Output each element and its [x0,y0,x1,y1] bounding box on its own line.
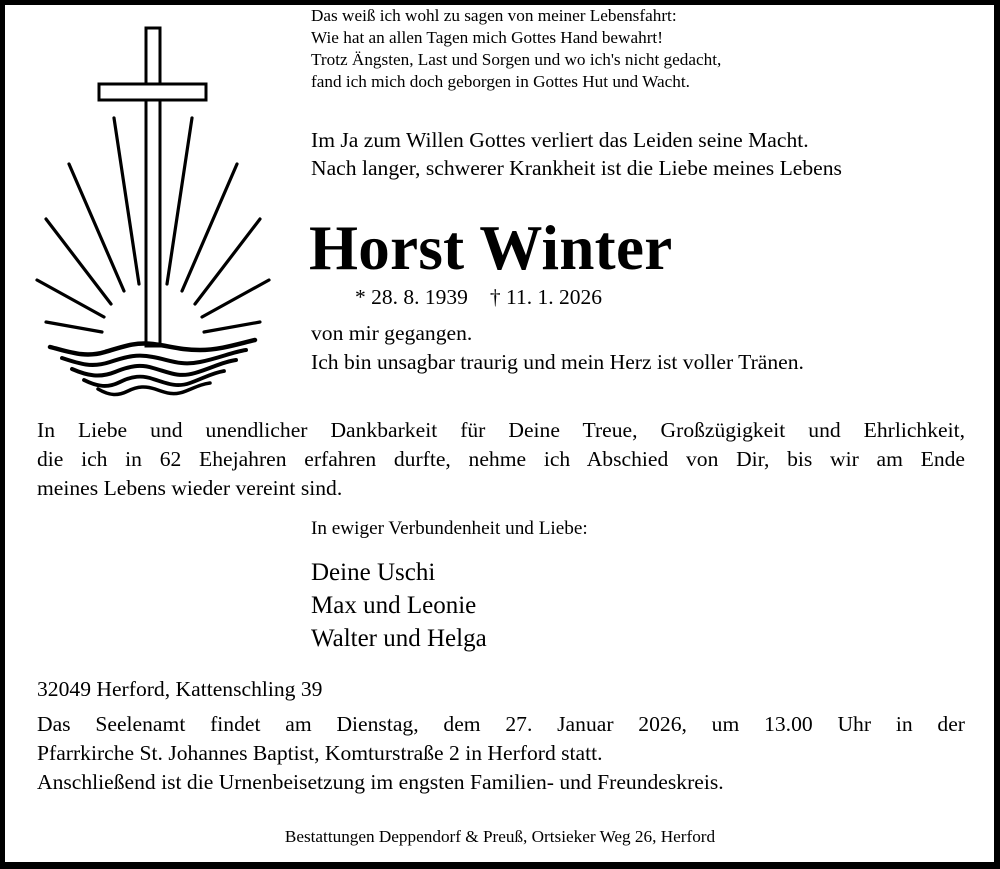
family-address: 32049 Herford, Kattenschling 39 [37,677,323,701]
birth-date: * 28. 8. 1939 [355,285,468,309]
service-line: Anschließend ist die Urnenbeisetzung im engsten Familien- und Freundeskreis. [37,770,724,794]
death-date: † 11. 1. 2026 [489,285,602,309]
tribute-paragraph [37,416,965,503]
poem-line: fand ich mich doch geborgen in Gottes Hut und Wacht. [311,72,690,91]
funeral-home: Bestattungen Deppendorf & Preuß, Ortsieker Weg 26, Herford [284,827,716,846]
after-name-line: von mir gegangen. [311,321,473,345]
signatory: Max und Leonie [311,592,477,619]
after-name-line: Ich bin unsagbar traurig und mein Herz ist voller Tränen. [311,350,804,374]
cross-with-sunrise-and-waves-icon [0,0,300,400]
poem-line: Trotz Ängsten, Last und Sorgen und wo ich's nicht gedacht, [311,50,722,69]
tribute-line: die ich in 62 Ehejahren erfahren durfte, nehme ich Abschied von Dir, bis wir am Ende [37,447,965,471]
intro-line: Im Ja zum Willen Gottes verliert das Leiden seine Macht. [311,128,809,152]
signatory: Walter und Helga [311,625,487,652]
poem-line: Das weiß ich wohl zu sagen von meiner Lebensfahrt: [311,6,677,25]
waves [50,340,255,395]
life-dates [355,287,602,309]
intro-line: Nach langer, schwerer Krankheit ist die Liebe meines Lebens [311,156,842,180]
service-info [37,710,965,797]
tribute-line: In Liebe und unendlicher Dankbarkeit für Deine Treue, Großzügigkeit und Ehrlichkeit, [37,418,965,442]
tribute-line: meines Lebens wieder vereint sind. [37,476,343,500]
service-line: Pfarrkirche St. Johannes Baptist, Komturstraße 2 in Herford statt. [37,741,603,765]
deceased-name: Horst Winter [309,213,673,283]
service-line: Das Seelenamt findet am Dienstag, dem 27. Januar 2026, um 13.00 Uhr in der [37,712,965,736]
signatory: Deine Uschi [311,559,436,586]
poem-line: Wie hat an allen Tagen mich Gottes Hand bewahrt! [311,28,663,47]
closing-phrase: In ewiger Verbundenheit und Liebe: [311,518,588,539]
cross-vertical-beam [146,28,160,346]
